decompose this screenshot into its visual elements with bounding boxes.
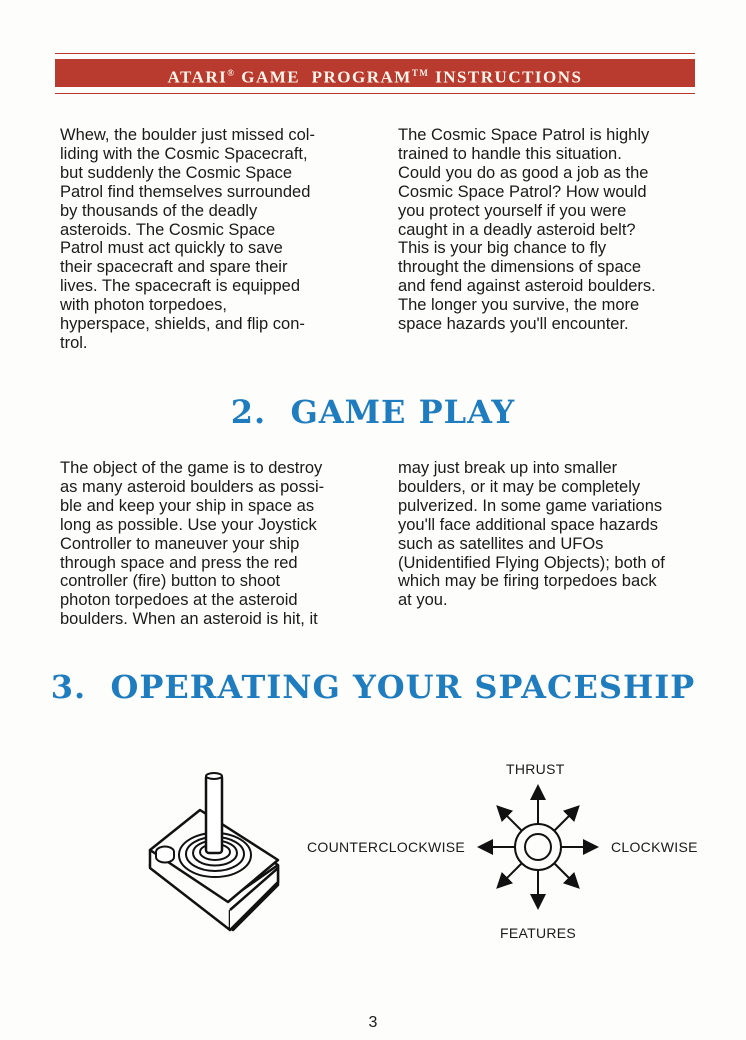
intro-left-column: Whew, the boulder just missed col- liding with the Cosmic Spacecraft, but suddenly the Cosmic Space Patrol find themselves surrounded by thousands of the deadly asteroids. The Cosmic Space Patrol must act quickly to save their spacecraft and spare their lives. The spacecraft is equipped with photon torpedoes, hyperspace, shields, and flip con- trol.: [60, 126, 315, 352]
banner-title-part2: INSTRUCTIONS: [429, 67, 583, 87]
section-heading-game-play: 2. GAME PLAY: [230, 393, 516, 431]
header-banner: [55, 59, 695, 87]
banner-title-part1: GAME PROGRAM: [235, 67, 412, 87]
counterclockwise-label: COUNTERCLOCKWISE: [307, 839, 466, 855]
page-number: 3: [368, 1014, 378, 1031]
features-label: FEATURES: [500, 925, 577, 941]
game-play-left-column: The object of the game is to destroy as many asteroid boulders as possi- ble and keep your ship in space as long as possible. Use your Joystick Controller to maneuver your ship through space and press the red controller (fire) button to shoot photon torpedoes at the asteroid boulders. When an asteroid is hit, it: [60, 459, 325, 629]
header-top-rule: [55, 53, 695, 54]
direction-arrows-diagram: [473, 782, 603, 912]
registered-mark: ®: [227, 68, 236, 78]
header-bottom-rule: [55, 93, 695, 94]
game-play-right-column: may just break up into smaller boulders, or it may be completely pulverized. In some game variations you'll face additional space hazards such as satellites and UFOs (Unidentified Flying Objects); both of which may be firing torpedoes back at you.: [398, 459, 665, 610]
intro-right-column: The Cosmic Space Patrol is highly trained to handle this situation. Could you do as good a job as the Cosmic Space Patrol? How would you protect yourself if you were caught in a deadly asteroid belt? This is your big chance to fly throught the dimensions of space and fend against asteroid boulders. The longer you survive, the more space hazards you'll encounter.: [398, 126, 656, 334]
joystick-illustration: [138, 770, 288, 940]
thrust-label: THRUST: [506, 761, 565, 777]
clockwise-label: CLOCKWISE: [611, 839, 698, 855]
trademark-mark: TM: [411, 68, 430, 78]
brand-name: ATARI: [167, 67, 228, 87]
section-heading-operating-spaceship: 3. OPERATING YOUR SPACESHIP: [50, 668, 696, 706]
